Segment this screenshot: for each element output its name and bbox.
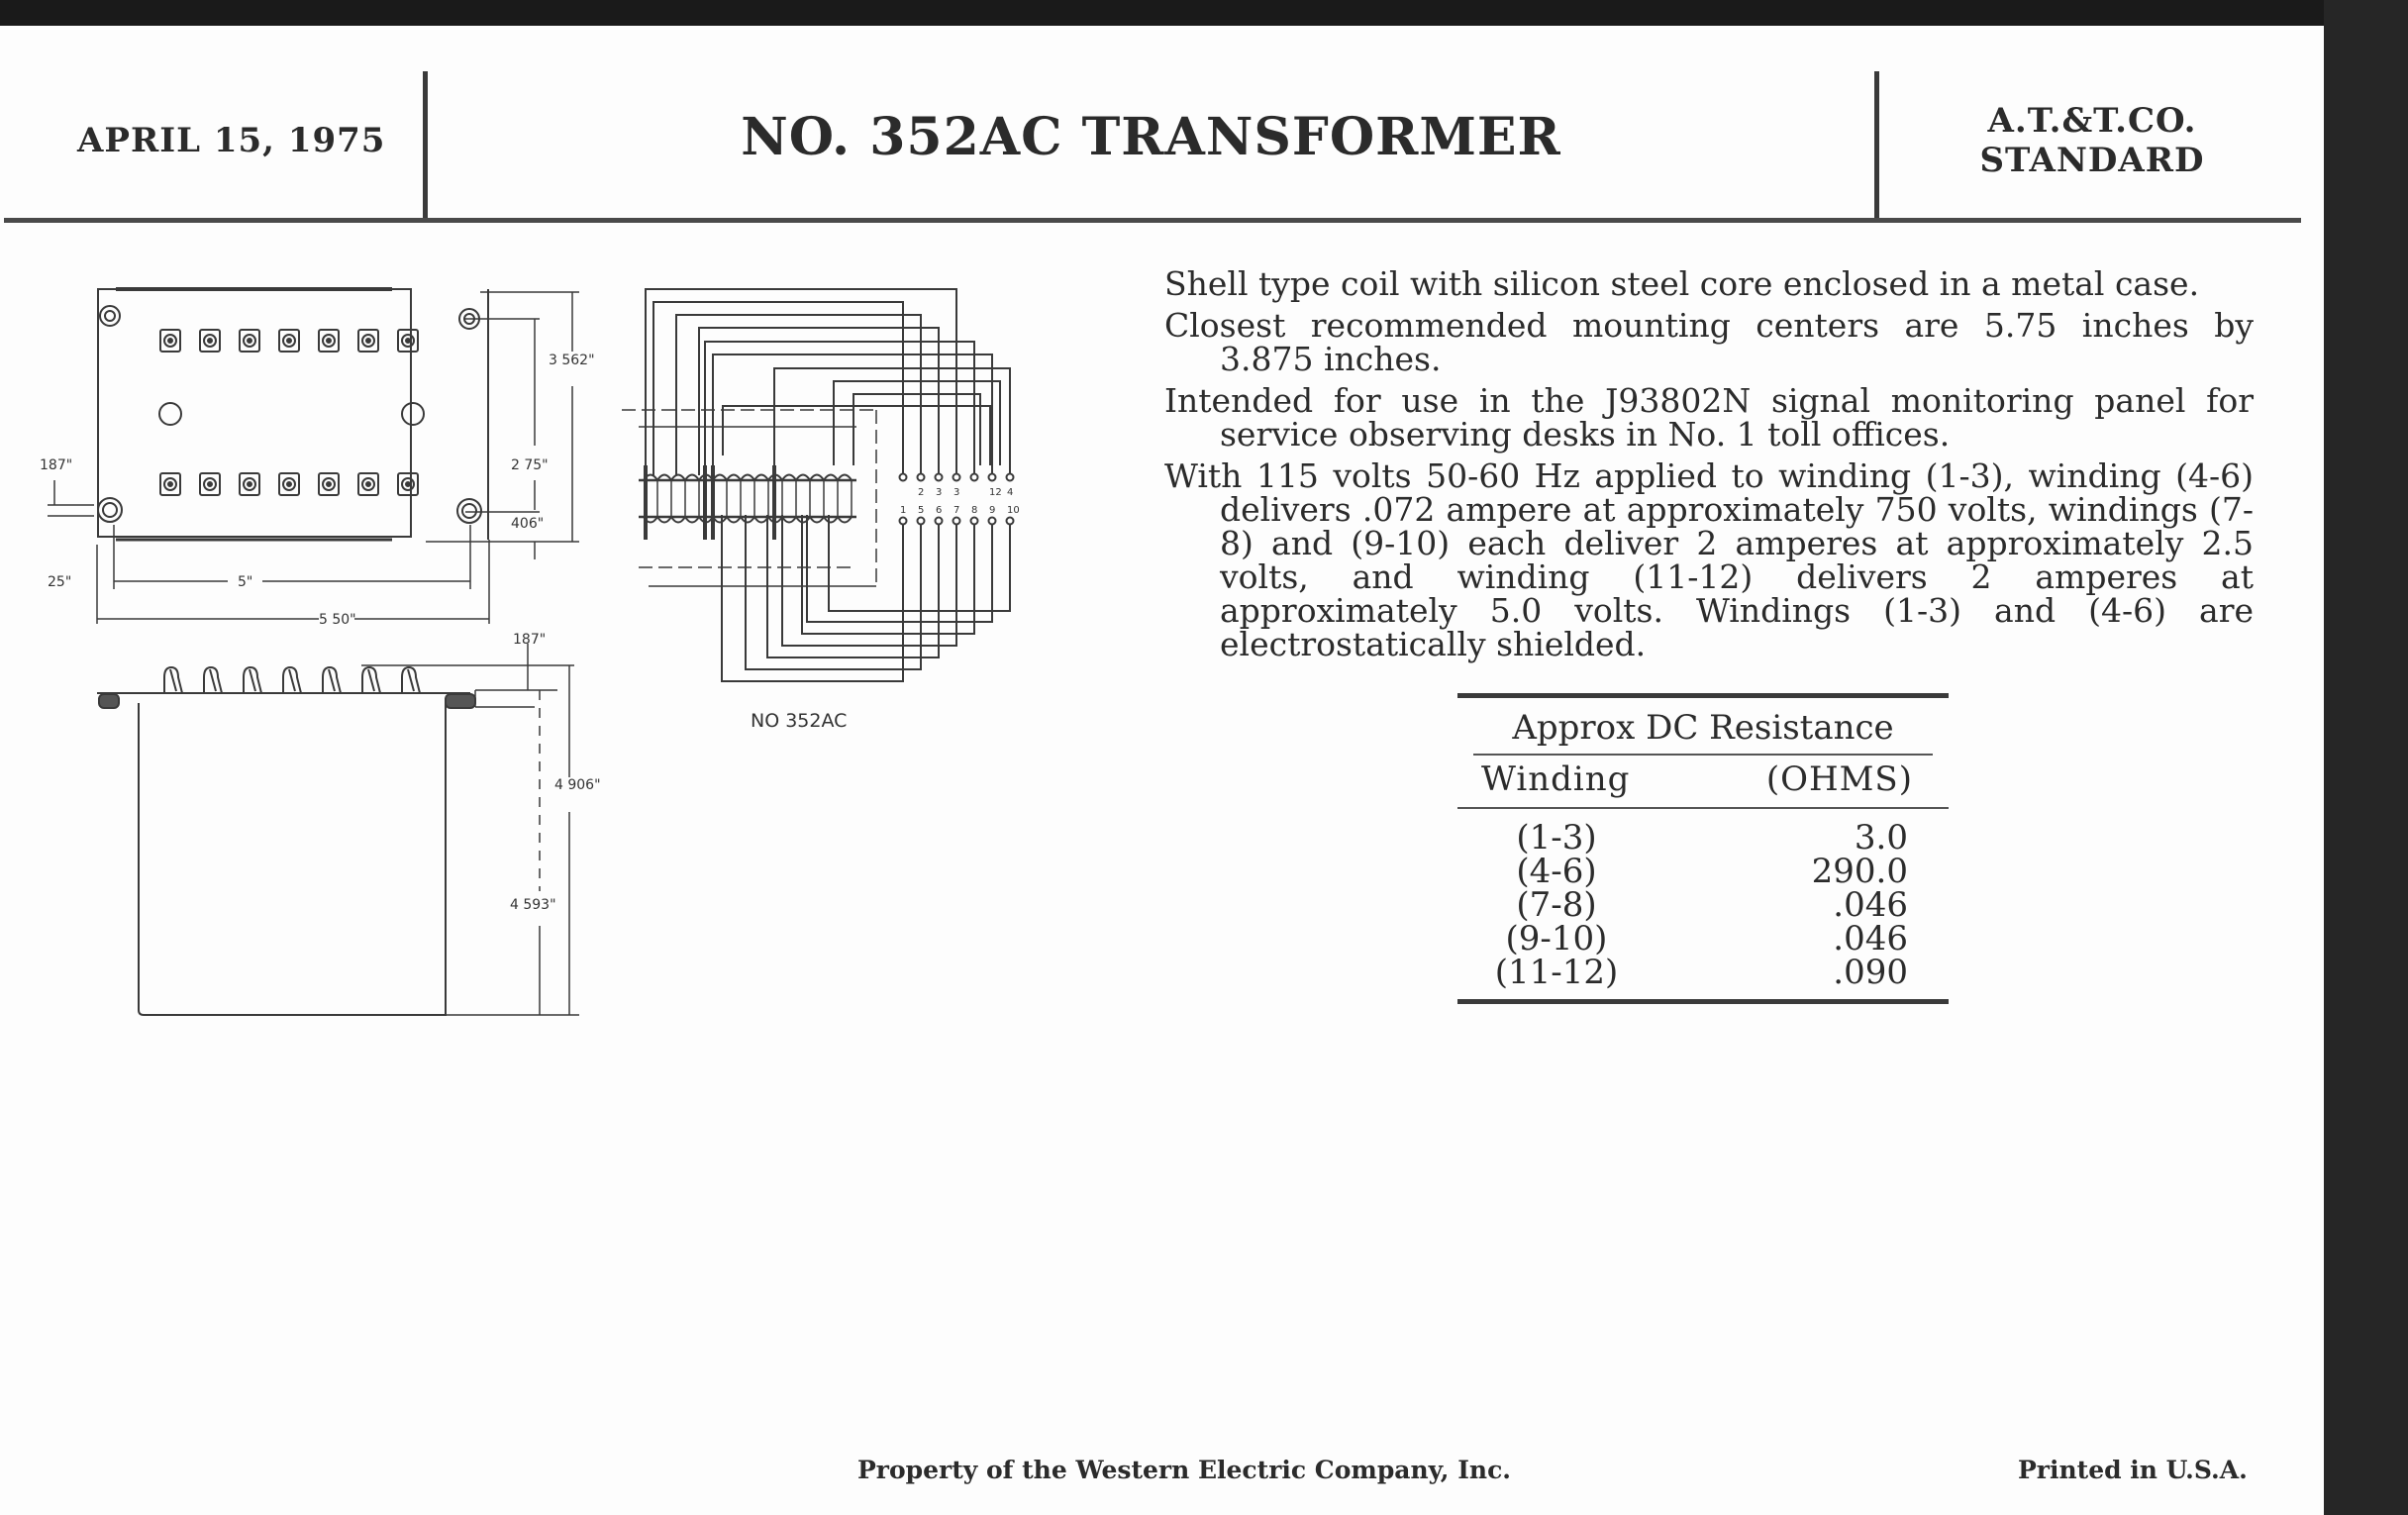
col-ohms: (OHMS)	[1765, 759, 1913, 799]
dim-187-left: 187"	[40, 457, 73, 473]
table-body	[1457, 809, 1949, 999]
standard-line-1: A.T.&T.CO.	[1987, 101, 2197, 141]
terminal-icon	[398, 330, 418, 352]
table-row	[1457, 818, 1949, 858]
table-header	[1457, 756, 1949, 807]
winding-lead	[853, 394, 980, 465]
dim-4593: 4 593"	[510, 897, 556, 913]
top-view	[98, 289, 481, 540]
terminal-icon	[279, 473, 299, 495]
dim-550: 5 50"	[319, 612, 356, 628]
solder-lug-icon	[402, 667, 420, 693]
terminal-label: 2	[918, 487, 925, 498]
description-paragraph: Shell type coil with silicon steel core enclosed in a metal case.	[1164, 264, 2200, 303]
terminal-label: 5	[918, 505, 925, 516]
terminal-point	[971, 518, 978, 525]
table-row	[1457, 852, 1949, 891]
dim-4906: 4 906"	[554, 777, 601, 793]
solder-lug-icon	[164, 667, 182, 693]
terminal-label: 1	[900, 505, 907, 516]
terminal-icon	[358, 330, 378, 352]
schematic-label: NO 352AC	[751, 710, 848, 732]
table-row	[1457, 919, 1949, 959]
dim-187-side: 187"	[513, 632, 547, 648]
terminal-icon	[240, 330, 259, 352]
terminal-point	[1007, 474, 1014, 481]
terminal-label: 9	[989, 505, 996, 516]
dim-5: 5"	[238, 574, 253, 590]
terminal-label: 7	[953, 505, 960, 516]
description-paragraph: Closest recommended mounting centers are 5.75 inches by 3.875 inches.	[1164, 306, 2254, 378]
terminal-point	[971, 474, 978, 481]
footer-printed: Printed in U.S.A.	[2018, 1456, 2248, 1484]
terminal-label: 4	[1007, 487, 1014, 498]
winding-lead	[829, 515, 1010, 611]
terminal-point	[953, 474, 960, 481]
dim-25: 25"	[48, 574, 72, 590]
terminal-icon	[398, 473, 418, 495]
terminal-icon	[319, 330, 339, 352]
terminal-point	[989, 518, 996, 525]
header-standard	[1879, 101, 2305, 180]
terminal-point	[989, 474, 996, 481]
terminal-icon	[160, 330, 180, 352]
winding-cell: (11-12)	[1494, 953, 1619, 992]
ohms-cell: .046	[1833, 919, 1908, 959]
terminal-label: 10	[1007, 505, 1020, 516]
terminal-label: 8	[971, 505, 978, 516]
standard-line-2: STANDARD	[1979, 141, 2205, 180]
mechanical-drawing	[0, 0, 1089, 1089]
terminal-point	[918, 518, 925, 525]
terminal-label: 12	[989, 487, 1002, 498]
terminal-point	[936, 518, 943, 525]
winding-cell: (9-10)	[1505, 919, 1608, 959]
terminal-point	[918, 474, 925, 481]
winding-lead	[782, 515, 956, 646]
terminal-icon	[279, 330, 299, 352]
terminal-icon	[319, 473, 339, 495]
footer-property: Property of the Western Electric Company, Inc.	[857, 1456, 1512, 1484]
terminal-point	[900, 474, 907, 481]
terminal-label: 6	[936, 505, 943, 516]
terminal-icon	[240, 473, 259, 495]
terminal-icon	[358, 473, 378, 495]
col-winding: Winding	[1481, 759, 1631, 799]
ohms-cell: 3.0	[1854, 818, 1908, 858]
terminal-point	[900, 518, 907, 525]
solder-lug-icon	[244, 667, 261, 693]
ohms-cell: 290.0	[1811, 852, 1908, 891]
side-view	[97, 644, 579, 1015]
terminal-icon	[200, 473, 220, 495]
terminal-icon	[200, 330, 220, 352]
ohms-cell: .046	[1833, 885, 1908, 925]
terminal-point	[936, 474, 943, 481]
dim-406: 406"	[511, 516, 545, 532]
terminal-label: 3	[953, 487, 960, 498]
winding-cell: (4-6)	[1516, 852, 1597, 891]
dim-3562: 3 562"	[549, 353, 595, 368]
table-row	[1457, 953, 1949, 992]
solder-lug-icon	[283, 667, 301, 693]
scan-border	[2324, 0, 2408, 1515]
solder-lug-icon	[323, 667, 341, 693]
winding-cell: (1-3)	[1516, 818, 1597, 858]
terminal-point	[953, 518, 960, 525]
resistance-table	[1457, 693, 1949, 1004]
winding-lead	[705, 342, 974, 475]
dim-275: 2 75"	[511, 457, 549, 473]
description-paragraph: With 115 volts 50-60 Hz applied to winding (1-3), winding (4-6) delivers .072 ampere at approximately 750 volts, windings (7-8) and (9-10) each deliver 2 amperes at approximately 2.5 volts, and winding (11-12) delivers 2 amperes at approximately 5.0 volts. Windings (1-3) and (4-6) are electrostatically shielded.	[1164, 456, 2254, 663]
top-view-dimensions	[48, 292, 579, 624]
solder-lug-icon	[362, 667, 380, 693]
description-paragraph: Intended for use in the J93802N signal monitoring panel for service observing desks in No. 1 toll offices.	[1164, 381, 2254, 454]
terminal-point	[1007, 518, 1014, 525]
table-row	[1457, 885, 1949, 925]
winding-lead	[807, 515, 992, 622]
table-bottom-rule	[1457, 999, 1949, 1004]
page-title: NO. 352AC TRANSFORMER	[741, 107, 1561, 167]
winding-cell: (7-8)	[1516, 885, 1597, 925]
wiring-schematic	[622, 289, 1014, 681]
solder-lug-icon	[204, 667, 222, 693]
winding-lead	[723, 406, 990, 465]
terminal-label: 3	[936, 487, 943, 498]
description	[1164, 264, 2254, 669]
terminal-icon	[160, 473, 180, 495]
header-date: APRIL 15, 1975	[77, 121, 386, 160]
table-caption: Approx DC Resistance	[1512, 708, 1894, 748]
ohms-cell: .090	[1833, 953, 1908, 992]
